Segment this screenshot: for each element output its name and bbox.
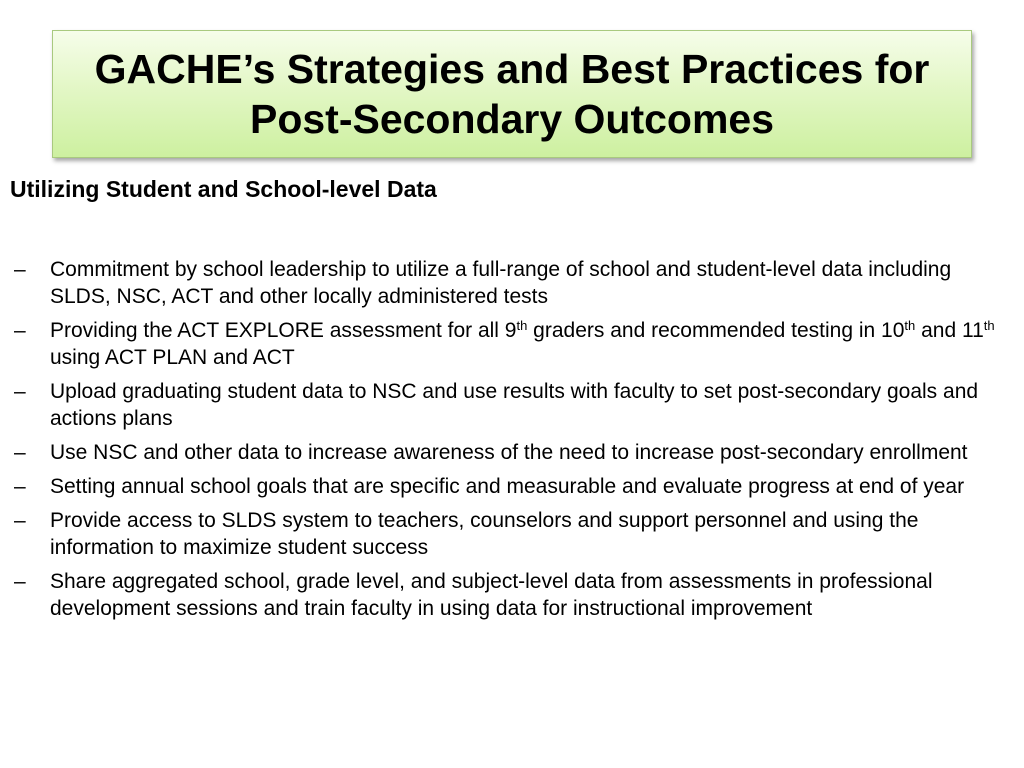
bullet-item	[14, 439, 1004, 466]
ordinal-superscript: th	[983, 318, 995, 333]
bullet-item	[14, 317, 1004, 371]
dash-marker: –	[14, 475, 26, 498]
bullet-text-part: using ACT PLAN and ACT	[50, 346, 295, 369]
bullet-text: Commitment by school leadership to utilize a full-range of school and student-level data including SLDS, NSC, ACT and other locally administered tests	[50, 258, 952, 308]
ordinal-superscript: th	[516, 318, 528, 333]
section-heading: Utilizing Student and School-level Data	[10, 176, 437, 202]
bullet-text: Setting annual school goals that are specific and measurable and evaluate progress at end of year	[50, 475, 965, 498]
dash-marker: –	[14, 570, 26, 593]
bullet-item	[14, 256, 1004, 310]
bullet-text: Use NSC and other data to increase awareness of the need to increase post-secondary enrollment	[50, 441, 968, 464]
dash-marker: –	[14, 258, 26, 281]
bullet-text: Share aggregated school, grade level, and subject-level data from assessments in professional development sessions and train faculty in using data for instructional improvement	[50, 570, 933, 620]
dash-marker: –	[14, 509, 26, 532]
bullet-item	[14, 568, 1004, 622]
bullet-text: Provide access to SLDS system to teachers, counselors and support personnel and using the information to maximize student success	[50, 509, 919, 559]
bullet-text	[50, 319, 995, 369]
bullet-list	[14, 256, 1004, 629]
bullet-item	[14, 507, 1004, 561]
ordinal-superscript: th	[904, 318, 916, 333]
bullet-text-part: Providing the ACT EXPLORE assessment for all 9	[50, 319, 517, 342]
dash-marker: –	[14, 441, 26, 464]
title-box	[52, 30, 972, 158]
bullet-item	[14, 378, 1004, 432]
bullet-text-part: graders and recommended testing in 10	[527, 319, 905, 342]
bullet-item	[14, 473, 1004, 500]
dash-marker: –	[14, 380, 26, 403]
bullet-text: Upload graduating student data to NSC and use results with faculty to set post-secondary goals and actions plans	[50, 380, 979, 430]
dash-marker: –	[14, 319, 26, 342]
slide-title: GACHE’s Strategies and Best Practices for Post-Secondary Outcomes	[94, 46, 930, 142]
bullet-text-part: and 11	[915, 319, 984, 342]
